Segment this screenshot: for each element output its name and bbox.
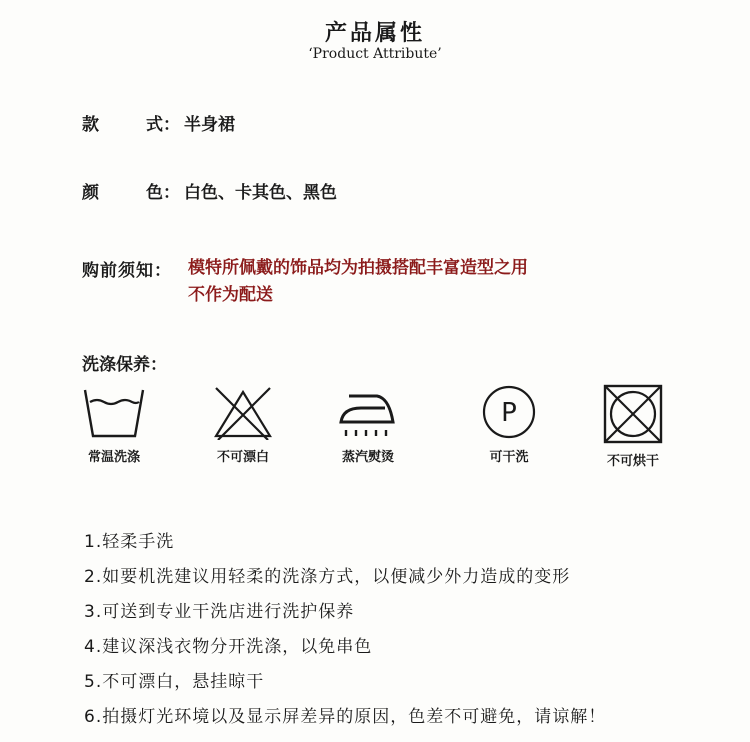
label-char: 款 (82, 115, 99, 135)
steam-iron-icon (333, 384, 403, 440)
care-item-dryclean (449, 384, 569, 465)
care-label: 不可烘干 (606, 454, 659, 469)
care-item-iron (308, 384, 428, 465)
list-item: 4.建议深浅衣物分开洗涤，以免串色 (84, 637, 373, 657)
page-subtitle: ‘Product Attribute’ (308, 46, 442, 62)
notice-line-1: 模特所佩戴的饰品均为拍摄搭配丰富造型之用 (188, 258, 528, 278)
attribute-color-label (82, 178, 184, 203)
purchase-notice-label: 购前须知： (82, 261, 172, 281)
attribute-style-label (82, 110, 184, 135)
label-char: 式： (146, 115, 180, 135)
list-item: 3.可送到专业干洗店进行洗护保养 (84, 602, 355, 622)
care-label: 不可漂白 (216, 450, 269, 465)
list-item: 6.拍摄灯光环境以及显示屏差异的原因，色差不可避免，请谅解！ (84, 707, 607, 727)
care-label: 常温洗涤 (87, 450, 140, 465)
list-item: 5.不可漂白，悬挂晾干 (84, 672, 265, 692)
care-label: 可干洗 (489, 450, 529, 465)
care-item-wash (54, 384, 174, 465)
care-icons (0, 380, 750, 480)
notice-line-2: 不作为配送 (188, 285, 273, 305)
attribute-style-row (82, 110, 235, 135)
list-item: 1.轻柔手洗 (84, 532, 175, 552)
label-char: 色： (146, 183, 180, 203)
purchase-notice-row (82, 256, 528, 309)
label-char: 颜 (82, 183, 99, 203)
care-item-tumble (573, 384, 693, 469)
care-item-bleach (183, 384, 303, 465)
purchase-notice-value (188, 255, 528, 309)
attribute-color-value: 白色、卡其色、黑色 (184, 183, 337, 203)
page-title: 产品属性 (324, 21, 425, 46)
no-tumble-dry-icon (600, 384, 666, 444)
washtub-icon (81, 384, 147, 440)
care-title: 洗涤保养： (82, 355, 167, 375)
care-label: 蒸汽熨烫 (341, 450, 394, 465)
no-bleach-icon (210, 384, 276, 440)
list-item: 2.如要机洗建议用轻柔的洗涤方式，以便减少外力造成的变形 (84, 567, 571, 587)
instruction-list (84, 528, 606, 738)
attribute-style-value: 半身裙 (184, 115, 235, 135)
svg-text:P: P (501, 398, 517, 428)
dry-clean-p-icon (476, 384, 542, 440)
attribute-color-row (82, 178, 337, 203)
